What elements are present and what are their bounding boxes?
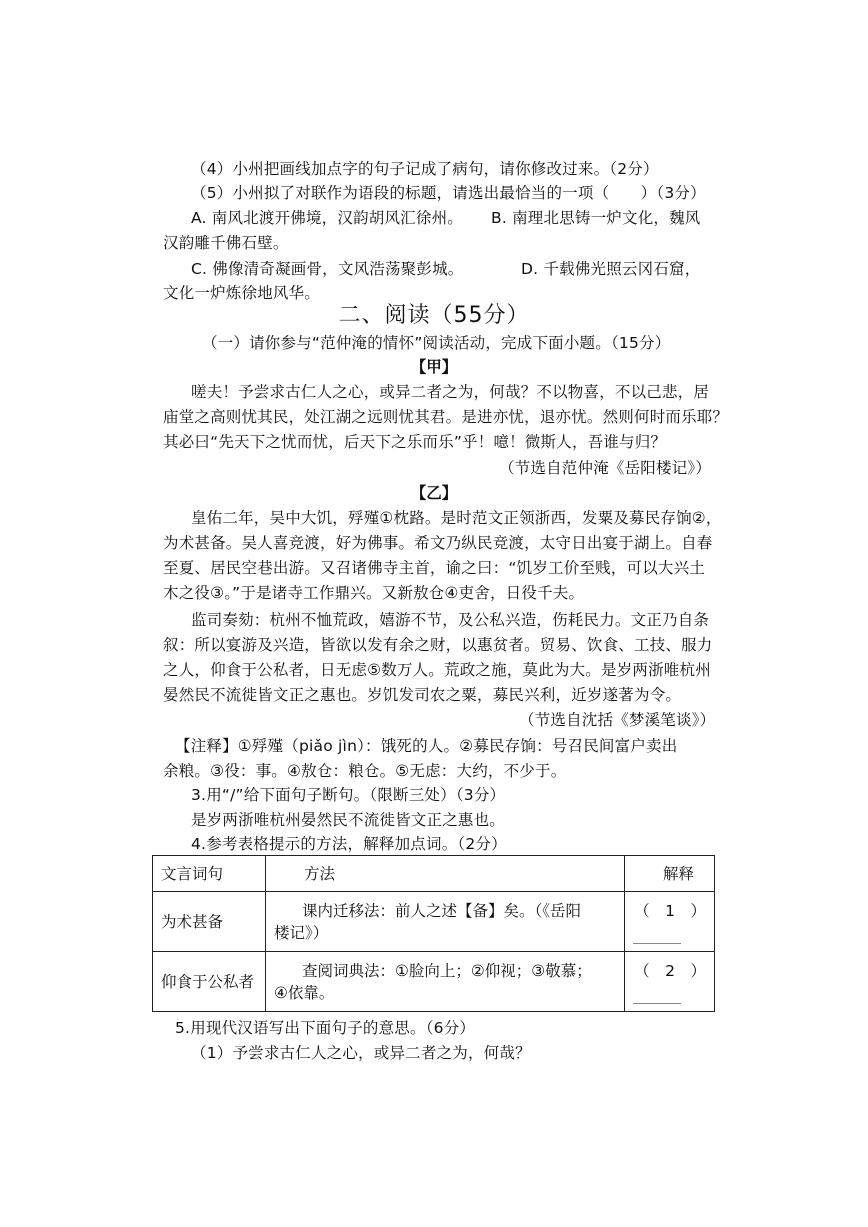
explanation-table — [152, 855, 715, 1012]
table-cell-answer — [625, 892, 715, 952]
passage-yi-line: 监司奏劾：杭州不恤荒政，嬉游不节，及公私兴造，伤耗民力。文正乃自条 — [191, 611, 710, 629]
table-cell-answer — [625, 952, 715, 1012]
passage-jia-title: 【甲】 — [410, 358, 458, 376]
passage-yi-source: （节选自沈括《梦溪笔谈》） — [519, 711, 716, 729]
option-d-part1: D. 千载佛光照云冈石窟， — [521, 260, 701, 278]
question-4-line: （4）小州把画线加点字的句子记成了病句，请你修改过来。（2分） — [191, 160, 659, 178]
option-b-part2: 汉韵雕千佛石壁。 — [163, 234, 289, 252]
method-text-2: ④依靠。 — [274, 983, 335, 1002]
table-cell-method — [266, 892, 625, 952]
method-text-2: 楼记》） — [274, 923, 329, 942]
passage-jia-line: 其必曰“先天下之忧而忧，后天下之乐而乐”乎！噫！微斯人，吾谁与归？ — [163, 433, 667, 451]
question-3-sentence: 是岁两浙唯杭州晏然民不流徙皆文正之惠也。 — [191, 811, 506, 829]
passage-jia-line: 庙堂之高则忧其民，处江湖之远则忧其君。是进亦忧，退亦忧。然则何时而乐耶？ — [163, 408, 729, 426]
passage-jia-line: 嗟夫！予尝求古仁人之心，或异二者之为，何哉？不以物喜，不以己悲，居 — [191, 383, 710, 401]
option-b-part1: B. 南理北思铸一炉文化，魏风 — [491, 209, 701, 227]
option-d-part2: 文化一炉炼徐地风华。 — [163, 284, 321, 302]
table-header-cell: 文言词句 — [153, 856, 266, 892]
answer-blank[interactable] — [633, 929, 681, 944]
passage-yi-line: 木之役③。”于是诸寺工作鼎兴。又新敖仓④吏舍，日役千夫。 — [163, 584, 585, 602]
option-a — [191, 207, 463, 229]
answer-number: （ 1 ） — [634, 901, 706, 920]
table-row — [153, 892, 715, 952]
answer-number: （ 2 ） — [634, 961, 706, 980]
annotation-line: 【注释】①殍殣（piǎo jìn）：饿死的人。②募民存饷：号召民间富户卖出 — [175, 737, 678, 755]
annotation-line: 余粮。③役：事。④敖仓：粮仓。⑤无虑：大约，不少于。 — [163, 762, 567, 780]
passage-yi-line: 至夏、居民空巷出游。又召诸佛寺主首，谕之曰：“饥岁工价至贱，可以大兴土 — [163, 559, 706, 577]
section-title-reading: 二、阅读（55分） — [338, 303, 530, 328]
passage-yi-line: 之人，仰食于公私者，日无虑⑤数万人。荒政之施，莫此为大。是岁两浙唯杭州 — [163, 661, 711, 679]
reading-intro: （一）请你参与“范仲淹的情怀”阅读活动，完成下面小题。（15分） — [202, 334, 671, 352]
option-a-text: A. 南风北渡开佛境，汉韵胡风汇徐州。 — [191, 209, 463, 227]
table-cell-method — [266, 952, 625, 1012]
table-row — [153, 952, 715, 1012]
passage-yi-line: 晏然民不流徙皆文正之惠也。岁饥发司农之粟，募民兴利，近岁遂著为令。 — [163, 686, 682, 704]
table-header-cell: 方法 — [266, 856, 625, 892]
passage-yi-line: 叙：所以宴游及兴造，皆欲以发有余之财，以惠贫者。贸易、饮食、工技、服力 — [163, 636, 713, 654]
question-5b: 5.用现代汉语写出下面句子的意思。（6分） — [175, 1019, 476, 1037]
passage-yi-line: 皇佑二年，吴中大饥，殍殣①枕路。是时范文正领浙西，发粟及募民存饷②， — [191, 509, 722, 527]
method-text-1: 课内迁移法：前人之述【备】矣。（《岳阳 — [302, 901, 582, 920]
question-5-line: （5）小州拟了对联作为语段的标题，请选出最恰当的一项（ ）（3分） — [191, 184, 706, 202]
passage-yi-line: 为术甚备。吴人喜竞渡，好为佛事。希文乃纵民竞渡，太守日出宴于湖上。自春 — [163, 534, 713, 552]
passage-jia-source: （节选自范仲淹《岳阳楼记》） — [499, 459, 712, 477]
option-c: C. 佛像清奇凝画骨，文风浩荡聚彭城。 — [191, 260, 464, 278]
table-header-row — [153, 856, 715, 892]
method-text-1: 查阅词典法：①脸向上；②仰视；③敬慕； — [302, 961, 592, 980]
table-header-cell: 解释 — [625, 856, 715, 892]
table-cell-word: 仰食于公私者 — [153, 952, 266, 1012]
question-5b-item-1: （1）予尝求古仁人之心，或异二者之为，何哉？ — [191, 1044, 531, 1062]
question-4b: 4.参考表格提示的方法，解释加点词。（2分） — [191, 835, 507, 853]
answer-blank[interactable] — [633, 989, 681, 1004]
passage-yi-title: 【乙】 — [410, 484, 458, 502]
table-cell-word: 为术甚备 — [153, 892, 266, 952]
question-3: 3.用“/”给下面句子断句。（限断三处）（3分） — [191, 786, 506, 804]
